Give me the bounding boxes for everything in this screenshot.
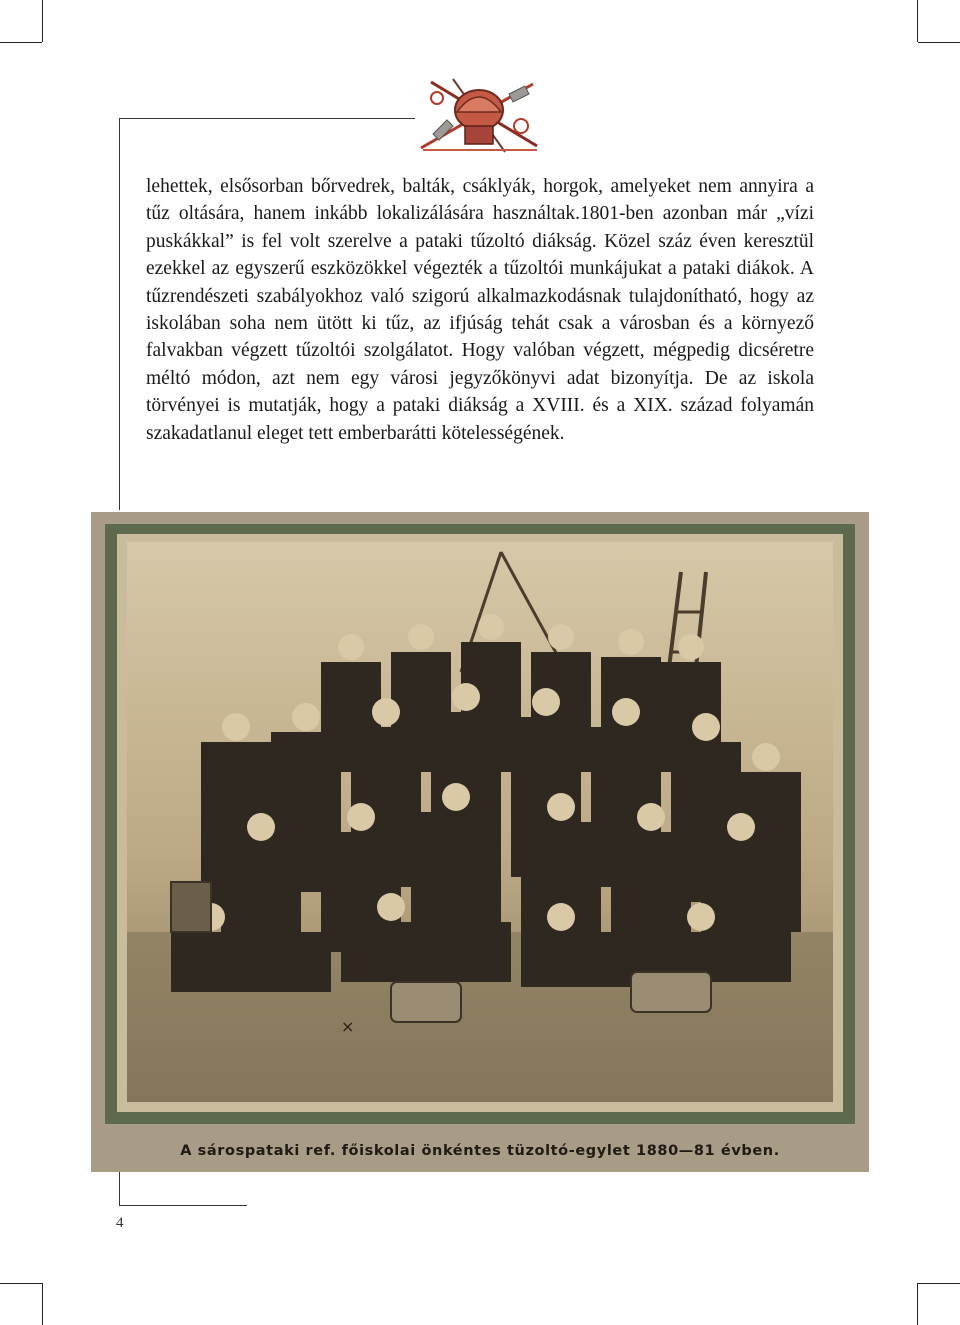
crop-mark <box>918 1283 960 1284</box>
body-text <box>146 173 814 447</box>
page-number: 4 <box>116 1215 124 1231</box>
crop-mark <box>917 1283 918 1325</box>
frame-line-left-bottom <box>119 1172 120 1205</box>
photo-caption: A sárospataki ref. főiskolai önkéntes tüzoltó-egylet 1880—81 évben. <box>180 1143 780 1159</box>
frame-line-bottom <box>119 1205 247 1206</box>
crop-mark <box>0 42 42 43</box>
group-photograph <box>91 512 869 1172</box>
crop-mark <box>42 1283 43 1325</box>
crop-mark <box>0 1283 42 1284</box>
firefighter-tools-emblem-icon <box>413 74 547 156</box>
body-paragraph: lehettek, elsősorban bőrvedrek, balták, csáklyák, horgok, amelyeket nem annyira a tűz oltására, hanem inkább lokalizálására használtak.1801-ben azonban már „vízi puskákkal” is fel volt szerelve a pataki tűzoltó diákság. Közel száz éven keresztül ezekkel az egyszerű eszközökkel végezték a tűzoltói munkájukat a pataki diákok. A tűzrendészeti szabályokhoz való szigorú alkalmazkodásnak tulajdonítható, hogy az iskolában soha nem ütött ki tűz, az ifjúság tehát csak a városban és a környező falvakban végzett tűzoltói szolgálatot. Hogy valóban végzett, mégpedig dicséretre méltó módon, azt nem egy városi jegyzőkönyvi adat bizonyítja. De az iskola törvényei is mutatják, hogy a pataki diákság a XVIII. és a XIX. század folyamán szakadatlanul eleget tett emberbarátti kötelességének. <box>146 176 814 444</box>
photo-illustration <box>91 512 869 1172</box>
crop-mark <box>918 42 960 43</box>
crop-mark <box>42 0 43 42</box>
crop-mark <box>917 0 918 42</box>
frame-line-left <box>119 118 120 510</box>
frame-line-top <box>119 118 415 119</box>
svg-text:×: × <box>341 1017 355 1036</box>
